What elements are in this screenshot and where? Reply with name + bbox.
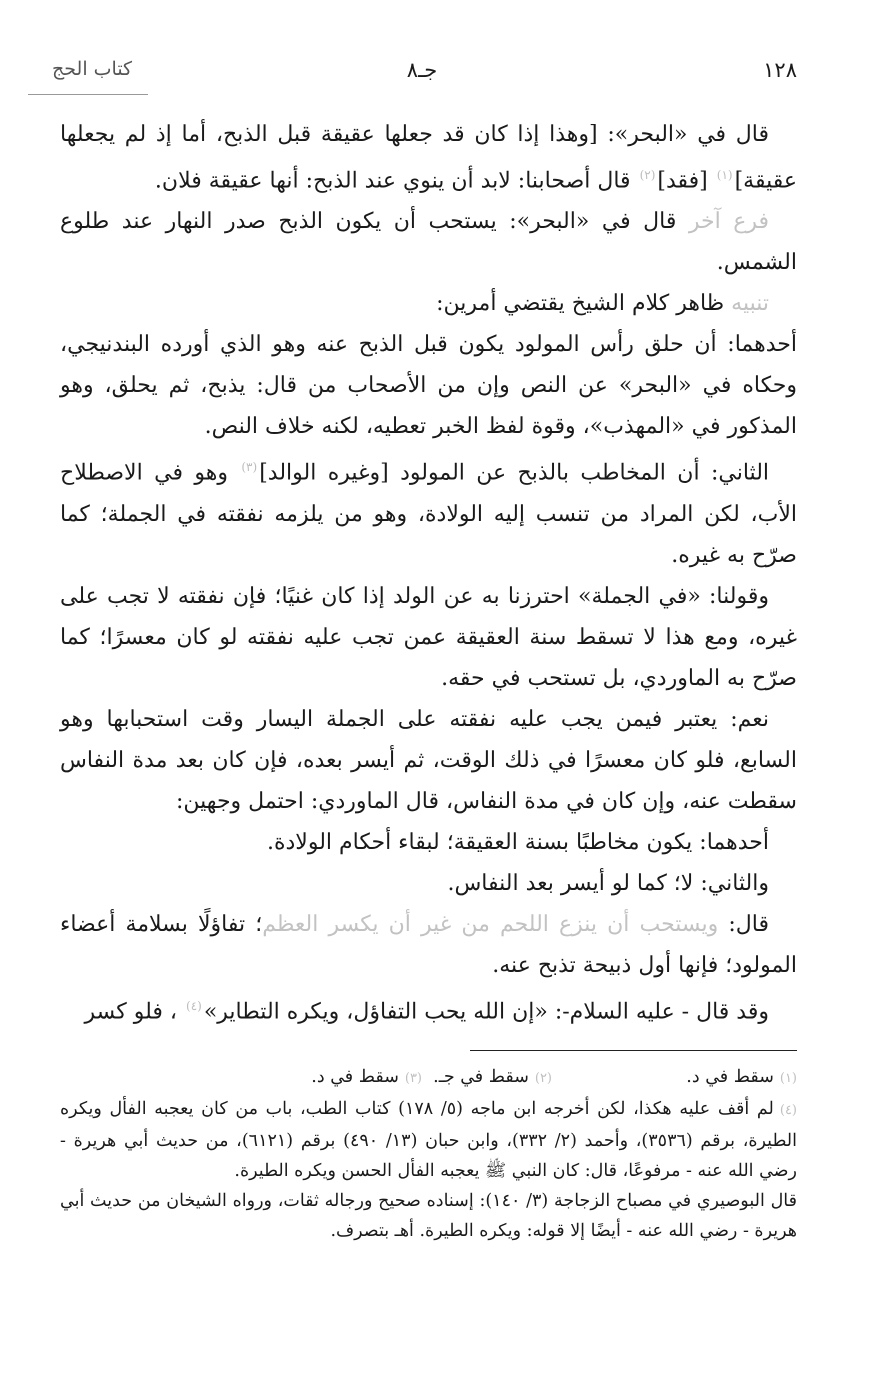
paragraph-3	[60, 283, 797, 324]
footnote-3	[252, 1062, 422, 1094]
paragraph-5	[60, 447, 797, 575]
paragraph-text: قال في «البحر»: [وهذا إذا كان قد جعلها عقيقة قبل الذبح، أما إذ لم يجعلها عقيقة]	[60, 122, 797, 194]
section-label: فرع آخر	[688, 209, 769, 235]
footnote-row-short	[60, 1062, 797, 1094]
footnote-2	[422, 1062, 552, 1094]
footnotes	[60, 1062, 797, 1246]
paragraph-text: ظاهر كلام الشيخ يقتضي أمرين:	[436, 291, 732, 317]
paragraph-10	[60, 904, 797, 986]
footnote-number: (١)	[779, 1071, 797, 1086]
paragraph-11	[60, 986, 797, 1032]
paragraph-2	[60, 201, 797, 283]
footnote-4	[60, 1094, 797, 1186]
paragraph-text: الثاني: أن المخاطب بالذبح عن المولود [وغيره الوالد]	[259, 460, 770, 486]
book-title: كتاب الحج	[52, 58, 133, 80]
header-rule	[28, 94, 148, 95]
section-label: تنبيه	[731, 291, 769, 317]
footnote-number: (٣)	[404, 1071, 422, 1086]
paragraph-text: ، فلو كسر	[84, 998, 184, 1024]
page-number: ١٢٨	[763, 58, 797, 82]
footnote-number: (٢)	[534, 1071, 552, 1086]
matn-text: ويستحب أن ينزع اللحم من غير أن يكسر العظم	[262, 911, 719, 937]
paragraph-text: ؛ تفاؤلًا بسلامة أعضاء المولود؛ فإنها أول ذبيحة تذبح عنه.	[60, 911, 797, 978]
footnote-ref: (١)	[716, 168, 733, 182]
paragraph-text: [فقد]	[657, 168, 715, 194]
footnote-ref: (٢)	[639, 168, 656, 182]
paragraph-text: وهو في الاصطلاح الأب، لكن المراد من تنسب إليه الولادة، وهو من يلزمه نفقته في الجملة؛ كما صرّح به غيره.	[60, 460, 797, 568]
footnote-number: (٤)	[779, 1103, 797, 1118]
main-text	[60, 114, 797, 1032]
page-header	[52, 52, 797, 92]
paragraph-text: قال في «البحر»: يستحب أن يكون الذبح صدر النهار عند طلوع الشمس.	[60, 209, 797, 276]
paragraph-7: نعم: يعتبر فيمن يجب عليه نفقته على الجملة اليسار وقت استحبابها وهو السابع، فلو كان معسرًا في ذلك الوقت، ثم أيسر بعده، فإن كان بعد مدة النفاس سقطت عنه، وإن كان في مدة النفاس، قال الماوردي: احتمل وجهين:	[60, 706, 797, 814]
paragraph-text: وقد قال - عليه السلام-: «إن الله يحب التفاؤل، ويكره التطاير»	[203, 998, 769, 1024]
paragraph-1	[60, 114, 797, 201]
paragraph-4: أحدهما: أن حلق رأس المولود يكون قبل الذبح عنه وهو الذي أورده البندنيجي، وحكاه في «البحر» عن النص وإن من الأصحاب من قال: يذبح، ثم يحلق، وهو المذكور في «المهذب»، وقوة لفظ الخبر تعطيه، لكنه خلاف النص.	[60, 332, 797, 440]
footnote-1	[552, 1062, 797, 1094]
footnote-text: لم أقف عليه هكذا، لكن أخرجه ابن ماجه (٥/ ١٧٨) كتاب الطب، باب من كان يعجبه الفأل ويكره الطيرة، برقم (٣٥٣٦)، وأحمد (٢/ ٣٣٢)، وابن حبان (١٣/ ٤٩٠) برقم (٦١٢١)، من حديث أبي هريرة - رضي الله عنه - مرفوعًا، قال: كان النبي ﷺ يعجبه الفأل الحسن ويكره الطيرة.	[60, 1099, 797, 1181]
volume-label: جـ٨	[406, 58, 438, 82]
paragraph-8: أحدهما: يكون مخاطبًا بسنة العقيقة؛ لبقاء أحكام الولادة.	[266, 829, 769, 855]
paragraph-text: قال أصحابنا: لابد أن ينوي عند الذبح: أنها عقيقة فلان.	[154, 168, 638, 194]
footnote-text: سقط في د.	[686, 1067, 774, 1087]
footnote-separator	[470, 1050, 797, 1051]
footnote-ref: (٤)	[186, 998, 202, 1013]
paragraph-9: والثاني: لا؛ كما لو أيسر بعد النفاس.	[447, 870, 769, 896]
footnote-ref: (٣)	[241, 460, 258, 475]
paragraph-text: قال:	[718, 911, 770, 937]
footnote-text: سقط في جـ.	[433, 1067, 529, 1087]
paragraph-6: وقولنا: «في الجملة» احترزنا به عن الولد إذا كان غنيًا؛ فإن نفقته لا تجب على غيره، ومع هذا لا تسقط سنة العقيقة عمن تجب عليه نفقته لو كان معسرًا؛ كما صرّح به الماوردي، بل تستحب في حقه.	[60, 583, 797, 691]
footnote-text: سقط في د.	[311, 1067, 399, 1087]
footnote-4-continuation: قال البوصيري في مصباح الزجاجة (٣/ ١٤٠): إسناده صحيح ورجاله ثقات، ورواه الشيخان من حديث أبي هريرة - رضي الله عنه - أيضًا إلا قوله: ويكره الطيرة. أهـ بتصرف.	[60, 1191, 797, 1241]
